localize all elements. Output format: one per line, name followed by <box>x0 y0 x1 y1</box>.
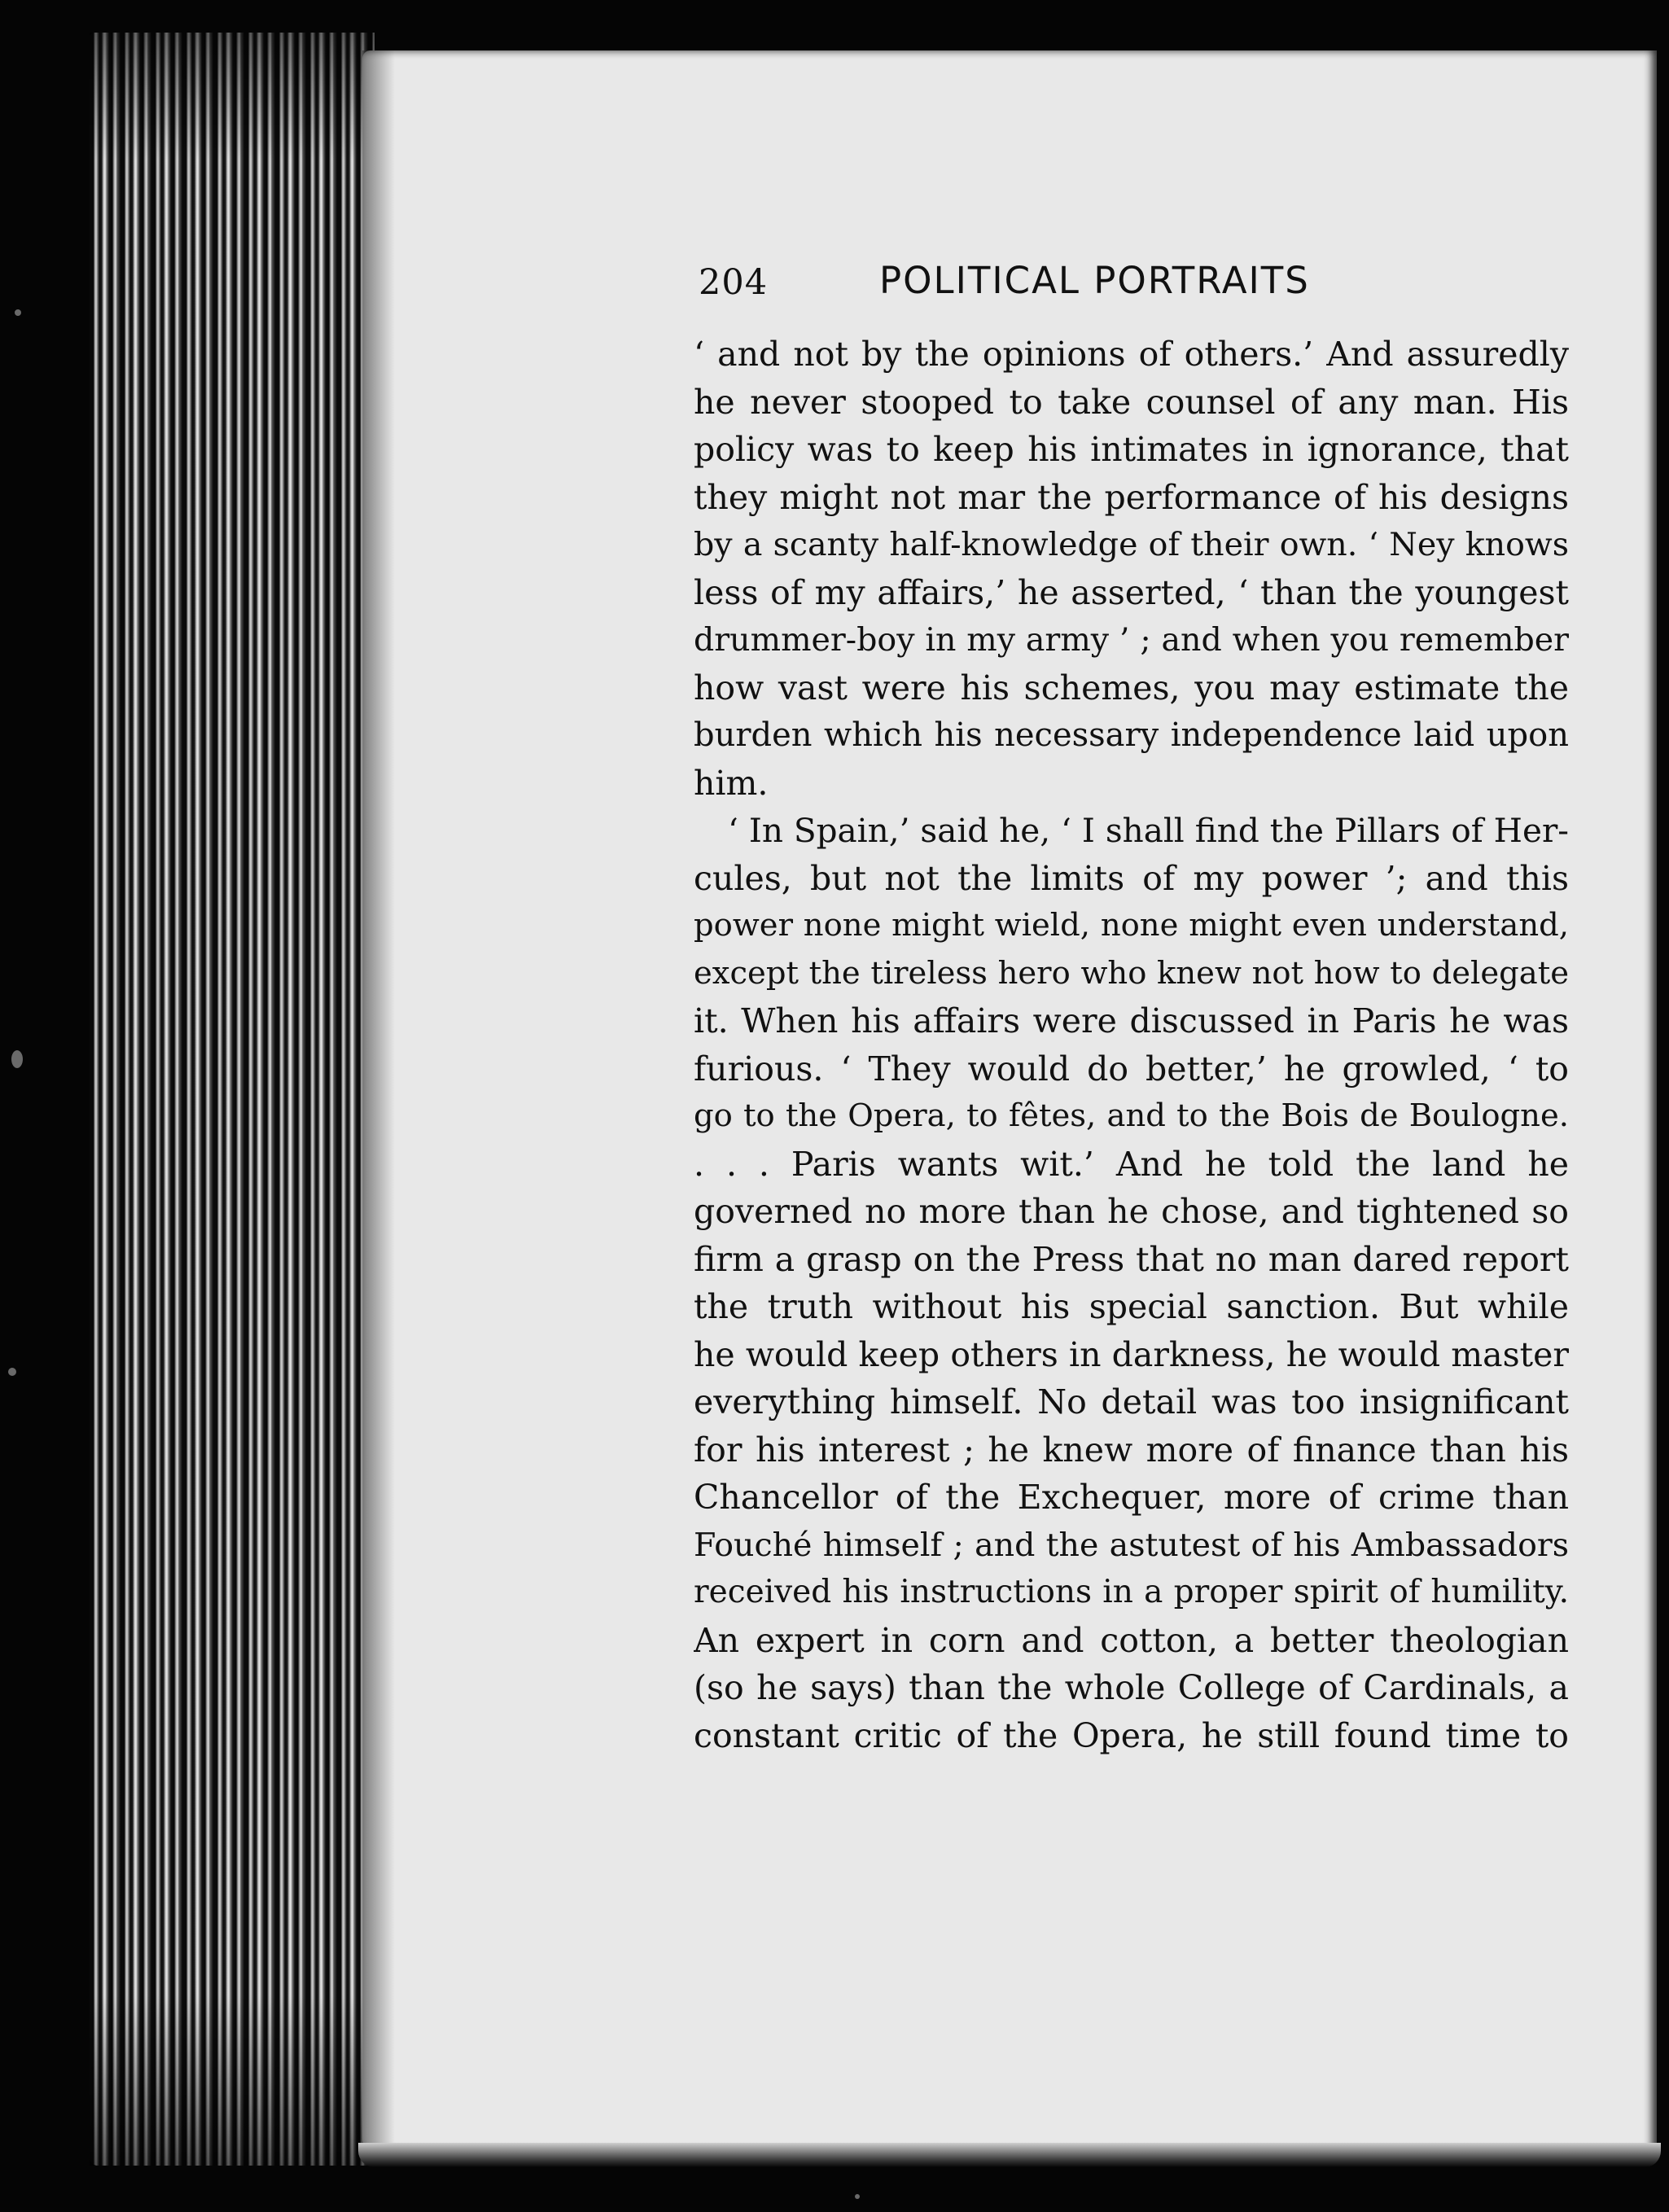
running-head <box>699 259 1395 316</box>
running-title: POLITICAL PORTRAITS <box>879 259 1310 302</box>
text-line: everything himself. No detail was too insignificant <box>694 1382 1569 1421</box>
text-line: . . . Paris wants wit.’ And he told the land he <box>694 1144 1569 1184</box>
text-line: burden which his necessary independence laid upon <box>694 716 1569 754</box>
text-line: it. When his affairs were discussed in Paris he was <box>694 1001 1569 1040</box>
page-bottom-edge <box>358 2143 1661 2167</box>
text-line: An expert in corn and cotton, a better theologian <box>694 1620 1569 1660</box>
text-line: by a scanty half-knowledge of their own. ‘ Ney knows <box>694 526 1569 563</box>
text-line: firm a grasp on the Press that no man dared report <box>694 1239 1569 1279</box>
text-line: power none might wield, none might even understand, <box>694 907 1569 944</box>
text-line: he would keep others in darkness, he would master <box>694 1334 1569 1374</box>
text-line: he never stooped to take counsel of any man. His <box>694 382 1569 422</box>
text-line: governed no more than he chose, and tightened so <box>694 1192 1569 1231</box>
text-line: go to the Opera, to fêtes, and to the Bois de Boulogne. <box>694 1097 1569 1134</box>
text-line: Fouché himself ; and the astutest of his Ambassadors <box>694 1526 1569 1564</box>
text-line: constant critic of the Opera, he still found time to <box>694 1715 1569 1755</box>
text-line: ‘ In Spain,’ said he, ‘ I shall find the Pillars of Her- <box>728 811 1569 850</box>
body-text <box>694 331 1569 1759</box>
text-line: cules, but not the limits of my power ’; and this <box>694 858 1569 898</box>
page-stack-edge <box>90 33 375 2166</box>
text-line: how vast were his schemes, you may estimate the <box>694 668 1569 707</box>
text-line: Chancellor of the Exchequer, more of crime than <box>694 1478 1569 1517</box>
text-line: drummer-boy in my army ’ ; and when you remember <box>694 621 1569 659</box>
text-line: the truth without his special sanction. But while <box>694 1287 1569 1326</box>
text-line: ‘ and not by the opinions of others.’ And assuredly <box>694 335 1569 374</box>
text-line: policy was to keep his intimates in ignorance, that <box>694 430 1569 469</box>
text-line: except the tireless hero who knew not how to delegate <box>694 954 1569 992</box>
text-line: received his instructions in a proper spirit of humility. <box>694 1574 1569 1610</box>
text-line: for his interest ; he knew more of finance than his <box>694 1430 1569 1470</box>
text-line: (so he says) than the whole College of Cardinals, a <box>694 1668 1569 1707</box>
text-line: furious. ‘ They would do better,’ he growled, ‘ to <box>694 1049 1569 1088</box>
text-line: less of my affairs,’ he asserted, ‘ than the youngest <box>694 572 1569 612</box>
page-number: 204 <box>699 262 769 303</box>
text-line: him. <box>694 763 769 803</box>
gutter-shadow <box>362 50 395 2151</box>
text-line: they might not mar the performance of his designs <box>694 477 1569 517</box>
